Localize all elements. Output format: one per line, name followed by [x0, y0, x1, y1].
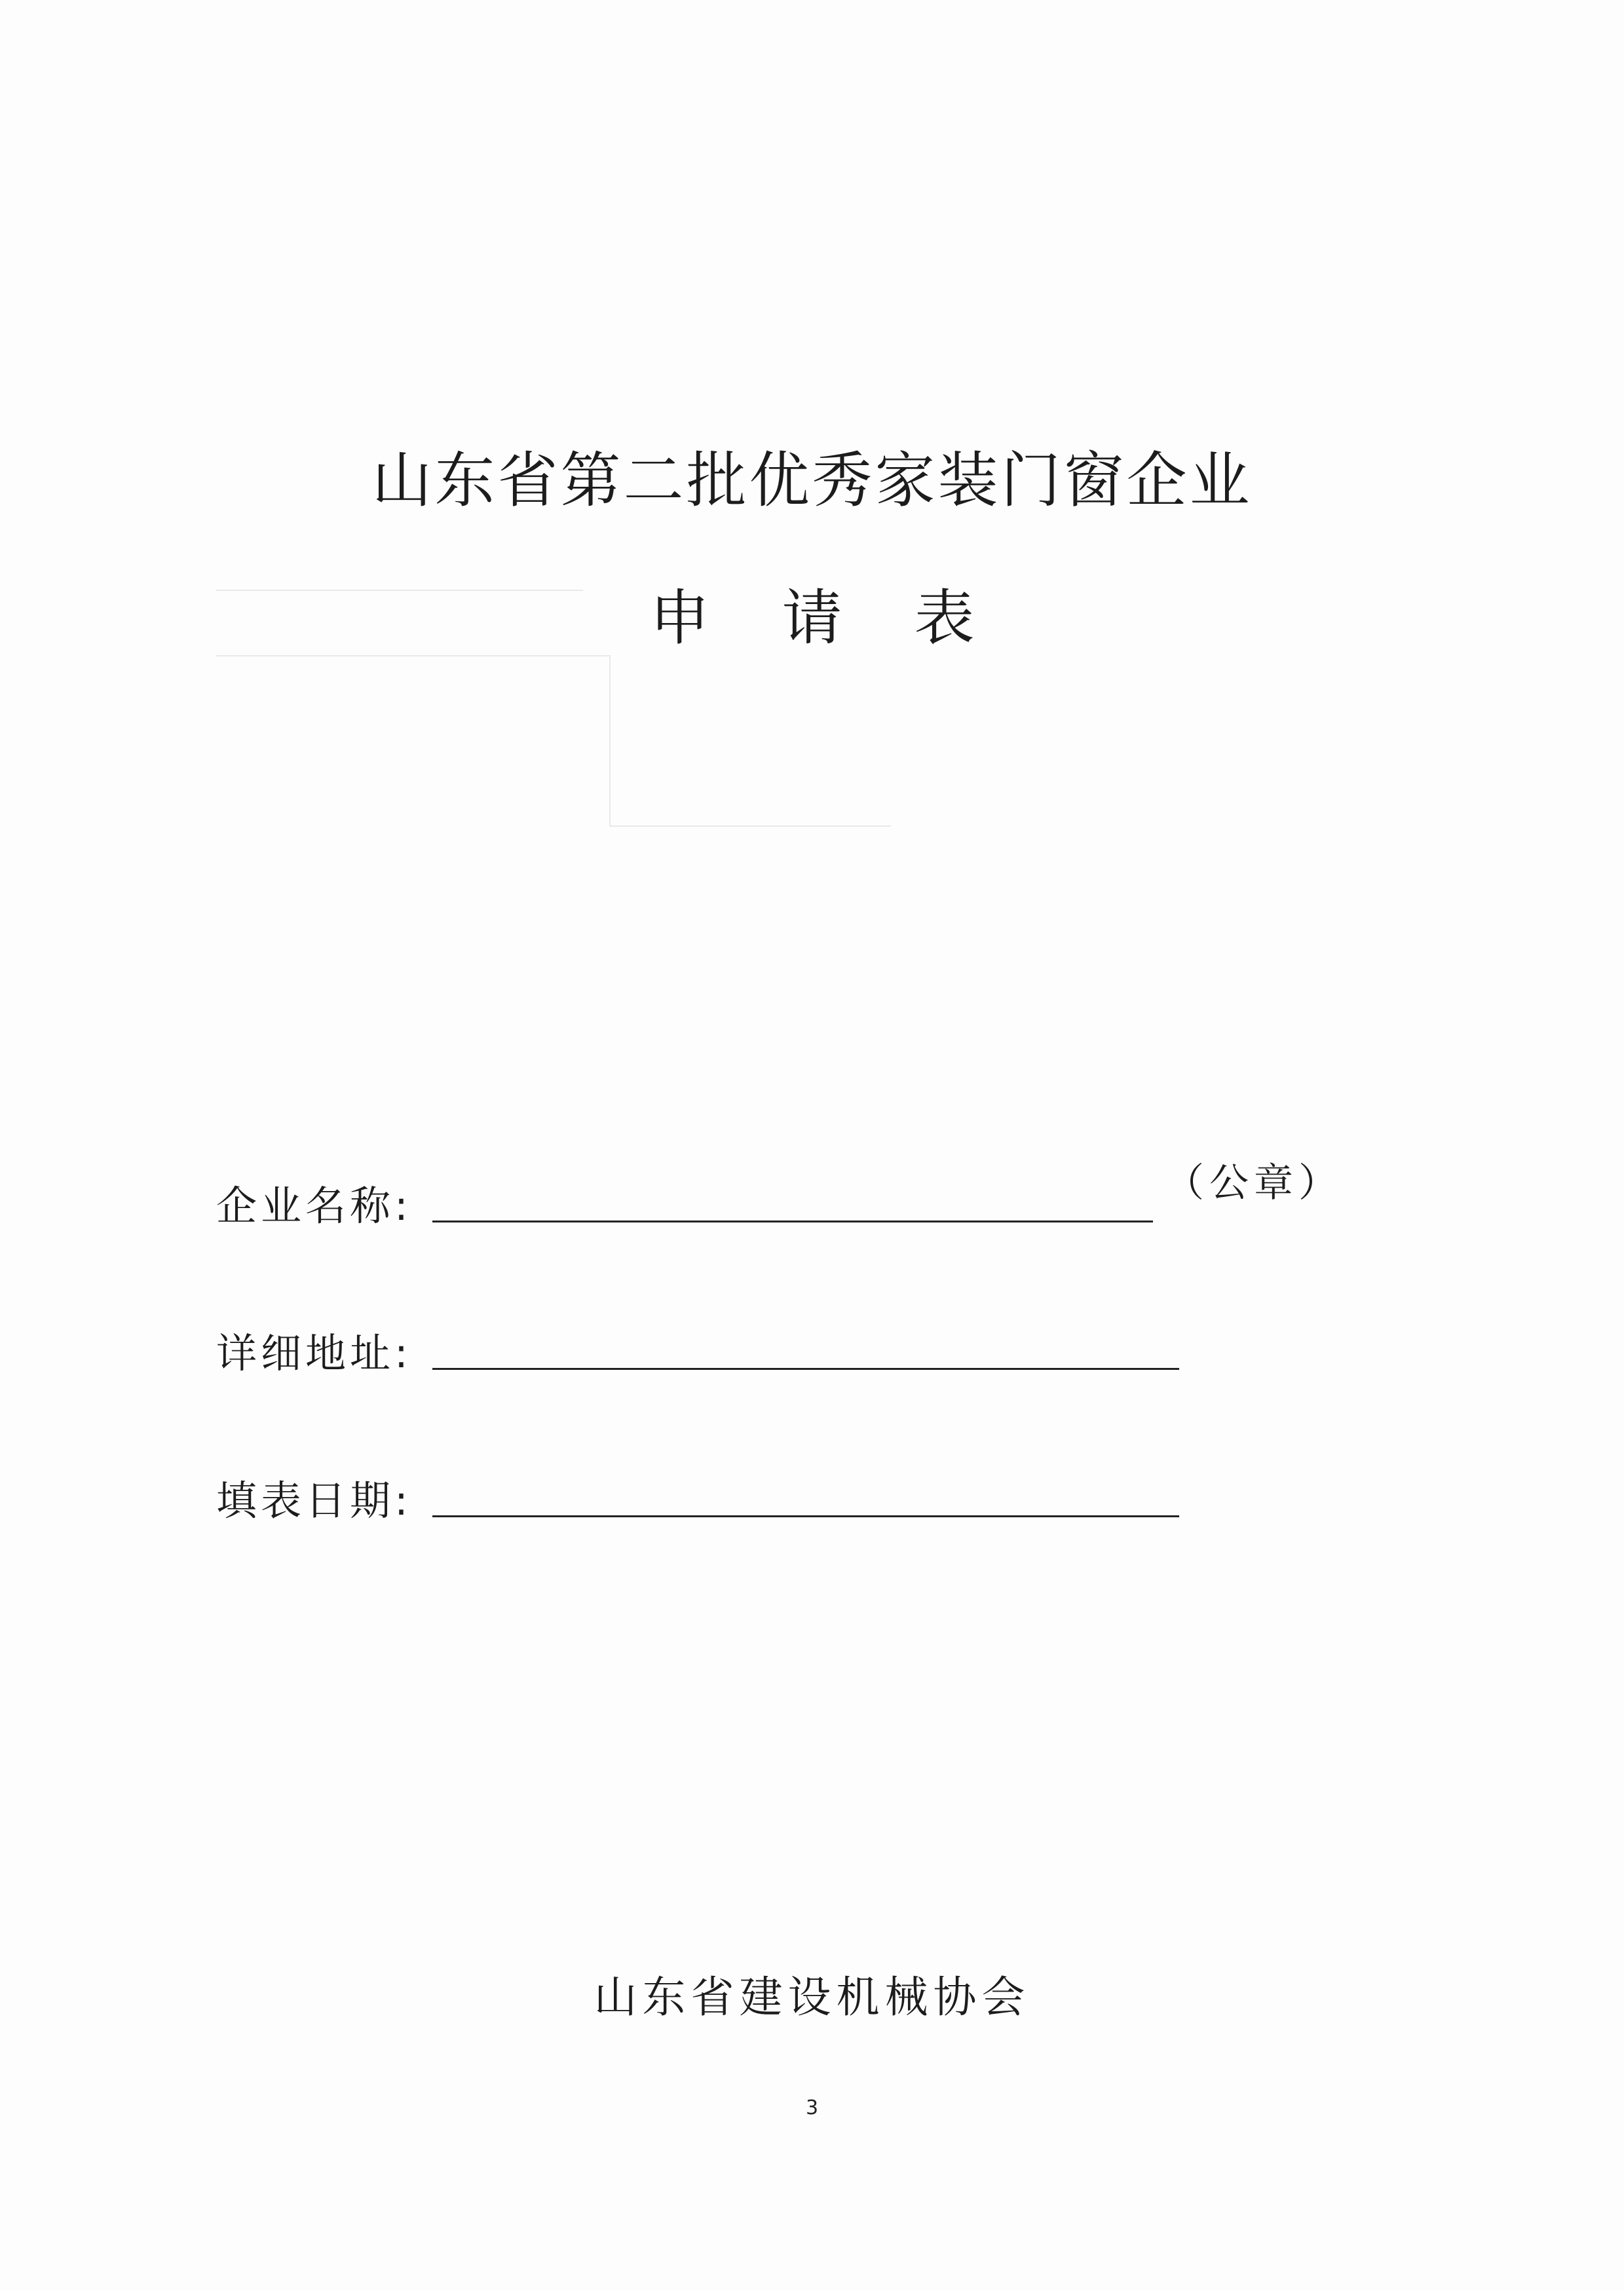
fill-date-field	[216, 1467, 1179, 1526]
official-seal-note: （公章）	[1165, 1160, 1343, 1206]
company-name-label: 企业名称:	[216, 1182, 412, 1230]
document-subtitle: 申请表	[649, 583, 1047, 653]
company-name-blank-line[interactable]	[432, 1221, 1153, 1222]
page-number: 3	[805, 2096, 819, 2119]
document-title: 山东省第二批优秀家装门窗企业	[371, 445, 1253, 516]
issuing-organization: 山东省建设机械协会	[594, 1972, 1030, 2022]
scan-artifact	[609, 655, 611, 825]
address-blank-line[interactable]	[432, 1368, 1179, 1370]
company-name-field	[216, 1160, 1343, 1232]
scan-artifact	[609, 825, 891, 827]
address-field	[216, 1320, 1179, 1379]
fill-date-blank-line[interactable]	[432, 1515, 1179, 1517]
fill-date-label: 填表日期:	[216, 1477, 412, 1524]
address-label: 详细地址:	[216, 1329, 412, 1377]
